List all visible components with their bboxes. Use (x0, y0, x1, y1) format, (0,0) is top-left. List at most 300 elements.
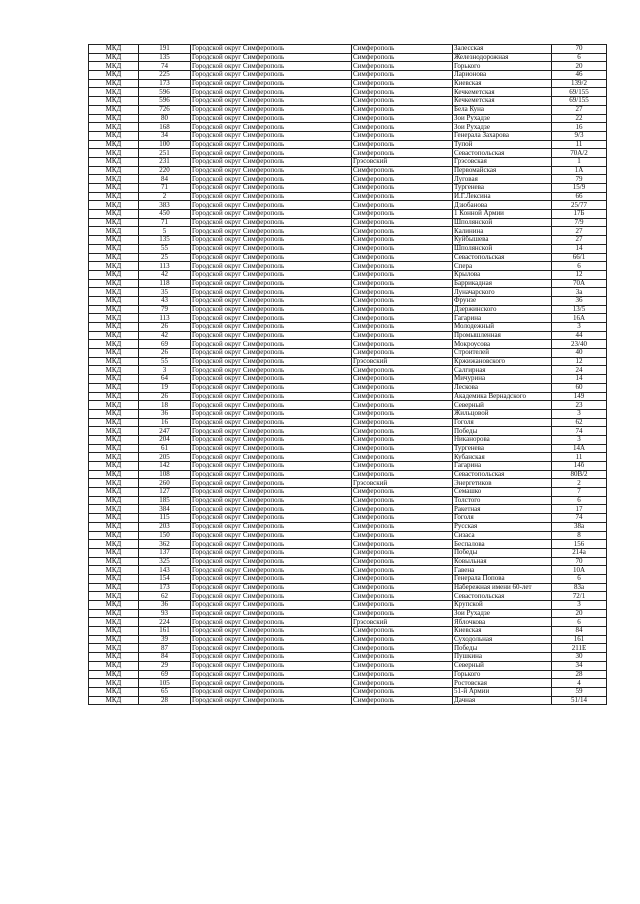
building-type-cell: МКД (89, 635, 139, 644)
settlement-cell: Симферополь (352, 409, 453, 418)
street-cell: 51-й Армии (453, 687, 552, 696)
street-cell: 1 Конной Армии (453, 210, 552, 219)
table-row (89, 661, 607, 670)
table-row (89, 679, 607, 688)
street-cell: Семашко (453, 488, 552, 497)
settlement-cell: Симферополь (352, 140, 453, 149)
house-number-cell: 46 (552, 71, 607, 80)
house-number-cell: 20 (552, 62, 607, 71)
record-number-cell: 3 (139, 366, 191, 375)
district-cell: Городской округ Симферополь (191, 392, 352, 401)
settlement-cell: Грэсовский (352, 479, 453, 488)
building-type-cell: МКД (89, 323, 139, 332)
record-number-cell: 69 (139, 340, 191, 349)
settlement-cell: Симферополь (352, 627, 453, 636)
building-type-cell: МКД (89, 366, 139, 375)
house-number-cell: 69/155 (552, 97, 607, 106)
street-cell: Победы (453, 548, 552, 557)
record-number-cell: 55 (139, 244, 191, 253)
building-type-cell: МКД (89, 375, 139, 384)
table-row (89, 157, 607, 166)
building-type-cell: МКД (89, 618, 139, 627)
record-number-cell: 173 (139, 583, 191, 592)
house-number-cell: 7 (552, 488, 607, 497)
table-row (89, 488, 607, 497)
building-type-cell: МКД (89, 409, 139, 418)
house-number-cell: 60 (552, 383, 607, 392)
district-cell: Городской округ Симферополь (191, 331, 352, 340)
settlement-cell: Симферополь (352, 670, 453, 679)
table-row (89, 375, 607, 384)
house-number-cell: 14А (552, 444, 607, 453)
building-type-cell: МКД (89, 279, 139, 288)
settlement-cell: Симферополь (352, 383, 453, 392)
table-row (89, 349, 607, 358)
district-cell: Городской округ Симферополь (191, 314, 352, 323)
settlement-cell: Симферополь (352, 496, 453, 505)
house-number-cell: 28 (552, 670, 607, 679)
record-number-cell: 36 (139, 409, 191, 418)
house-number-cell: 16 (552, 123, 607, 132)
settlement-cell: Грэсовский (352, 357, 453, 366)
record-number-cell: 42 (139, 270, 191, 279)
district-cell: Городской округ Симферополь (191, 687, 352, 696)
building-type-cell: МКД (89, 244, 139, 253)
street-cell: Лескова (453, 383, 552, 392)
district-cell: Городской округ Симферополь (191, 462, 352, 471)
building-type-cell: МКД (89, 79, 139, 88)
record-number-cell: 231 (139, 157, 191, 166)
house-number-cell: 22 (552, 114, 607, 123)
street-cell: Салгирная (453, 366, 552, 375)
record-number-cell: 26 (139, 392, 191, 401)
house-number-cell: 70 (552, 557, 607, 566)
house-number-cell: 80В/2 (552, 470, 607, 479)
record-number-cell: 113 (139, 314, 191, 323)
building-type-cell: МКД (89, 496, 139, 505)
settlement-cell: Симферополь (352, 653, 453, 662)
record-number-cell: 205 (139, 453, 191, 462)
house-number-cell: 66 (552, 192, 607, 201)
street-cell: Тупой (453, 140, 552, 149)
house-number-cell: 11 (552, 140, 607, 149)
street-cell: Суходольная (453, 635, 552, 644)
district-cell: Городской округ Симферополь (191, 236, 352, 245)
building-type-cell: МКД (89, 435, 139, 444)
table-row (89, 453, 607, 462)
street-cell: Киевская (453, 79, 552, 88)
district-cell: Городской округ Симферополь (191, 157, 352, 166)
district-cell: Городской округ Симферополь (191, 262, 352, 271)
table-row (89, 409, 607, 418)
settlement-cell: Симферополь (352, 288, 453, 297)
record-number-cell: 65 (139, 687, 191, 696)
settlement-cell: Симферополь (352, 462, 453, 471)
settlement-cell: Симферополь (352, 253, 453, 262)
street-cell: Энергетиков (453, 479, 552, 488)
district-cell: Городской округ Симферополь (191, 540, 352, 549)
record-number-cell: 596 (139, 97, 191, 106)
house-number-cell: 36 (552, 296, 607, 305)
table-row (89, 435, 607, 444)
record-number-cell: 251 (139, 149, 191, 158)
table-row (89, 644, 607, 653)
district-cell: Городской округ Симферополь (191, 435, 352, 444)
building-type-cell: МКД (89, 687, 139, 696)
building-type-cell: МКД (89, 123, 139, 132)
settlement-cell: Симферополь (352, 601, 453, 610)
building-type-cell: МКД (89, 262, 139, 271)
house-number-cell: 83а (552, 583, 607, 592)
street-cell: Пушкина (453, 653, 552, 662)
street-cell: Крылова (453, 270, 552, 279)
district-cell: Городской округ Симферополь (191, 696, 352, 705)
record-number-cell: 80 (139, 114, 191, 123)
street-cell: Строителей (453, 349, 552, 358)
street-cell: Горького (453, 670, 552, 679)
table-row (89, 609, 607, 618)
street-cell: Дзюбанова (453, 201, 552, 210)
district-cell: Городской округ Симферополь (191, 609, 352, 618)
table-row (89, 279, 607, 288)
table-row (89, 401, 607, 410)
record-number-cell: 62 (139, 592, 191, 601)
table-row (89, 366, 607, 375)
street-cell: Тургенева (453, 444, 552, 453)
district-cell: Городской округ Симферополь (191, 97, 352, 106)
building-type-cell: МКД (89, 540, 139, 549)
street-cell: Первомайская (453, 166, 552, 175)
street-cell: Севастопольская (453, 592, 552, 601)
table-row (89, 418, 607, 427)
table-row (89, 566, 607, 575)
street-cell: Шполянской (453, 244, 552, 253)
settlement-cell: Симферополь (352, 105, 453, 114)
building-type-cell: МКД (89, 444, 139, 453)
district-cell: Городской округ Симферополь (191, 305, 352, 314)
table-row (89, 227, 607, 236)
table-row (89, 166, 607, 175)
settlement-cell: Симферополь (352, 696, 453, 705)
record-number-cell: 79 (139, 305, 191, 314)
street-cell: Победы (453, 427, 552, 436)
street-cell: Севастопольская (453, 149, 552, 158)
district-cell: Городской округ Симферополь (191, 409, 352, 418)
settlement-cell: Грэсовский (352, 157, 453, 166)
settlement-cell: Симферополь (352, 184, 453, 193)
settlement-cell: Симферополь (352, 218, 453, 227)
district-cell: Городской округ Симферополь (191, 601, 352, 610)
settlement-cell: Симферополь (352, 114, 453, 123)
record-number-cell: 71 (139, 218, 191, 227)
district-cell: Городской округ Симферополь (191, 383, 352, 392)
district-cell: Городской округ Симферополь (191, 105, 352, 114)
house-number-cell: 3 (552, 409, 607, 418)
record-number-cell: 34 (139, 131, 191, 140)
table-row (89, 192, 607, 201)
street-cell: Кубанская (453, 453, 552, 462)
house-number-cell: 40 (552, 349, 607, 358)
record-number-cell: 127 (139, 488, 191, 497)
district-cell: Городской округ Симферополь (191, 218, 352, 227)
district-cell: Городской округ Симферополь (191, 340, 352, 349)
house-number-cell: 1А (552, 166, 607, 175)
building-type-cell: МКД (89, 270, 139, 279)
district-cell: Городской округ Симферополь (191, 184, 352, 193)
building-type-cell: МКД (89, 462, 139, 471)
record-number-cell: 135 (139, 236, 191, 245)
house-number-cell: 17Б (552, 210, 607, 219)
street-cell: Кечкеметская (453, 88, 552, 97)
table-row (89, 696, 607, 705)
house-number-cell: 51/14 (552, 696, 607, 705)
building-type-cell: МКД (89, 418, 139, 427)
house-number-cell: 7/9 (552, 218, 607, 227)
building-type-cell: МКД (89, 514, 139, 523)
settlement-cell: Симферополь (352, 687, 453, 696)
record-number-cell: 143 (139, 566, 191, 575)
settlement-cell: Симферополь (352, 375, 453, 384)
table-row (89, 583, 607, 592)
house-number-cell: 25/77 (552, 201, 607, 210)
district-cell: Городской округ Симферополь (191, 653, 352, 662)
district-cell: Городской округ Симферополь (191, 418, 352, 427)
settlement-cell: Симферополь (352, 401, 453, 410)
district-cell: Городской округ Симферополь (191, 583, 352, 592)
building-type-cell: МКД (89, 45, 139, 54)
house-number-cell: 12 (552, 357, 607, 366)
table-row (89, 331, 607, 340)
district-cell: Городской округ Симферополь (191, 548, 352, 557)
building-type-cell: МКД (89, 201, 139, 210)
settlement-cell: Симферополь (352, 444, 453, 453)
settlement-cell: Симферополь (352, 488, 453, 497)
house-number-cell: 27 (552, 227, 607, 236)
table-row (89, 592, 607, 601)
street-cell: Грэсовская (453, 157, 552, 166)
district-cell: Городской округ Симферополь (191, 253, 352, 262)
record-number-cell: 18 (139, 401, 191, 410)
record-number-cell: 100 (139, 140, 191, 149)
district-cell: Городской округ Симферополь (191, 670, 352, 679)
record-number-cell: 84 (139, 175, 191, 184)
settlement-cell: Симферополь (352, 522, 453, 531)
table-row (89, 470, 607, 479)
district-cell: Городской округ Симферополь (191, 279, 352, 288)
district-cell: Городской округ Симферополь (191, 488, 352, 497)
street-cell: Никанорова (453, 435, 552, 444)
district-cell: Городской округ Симферополь (191, 366, 352, 375)
settlement-cell: Симферополь (352, 71, 453, 80)
building-type-cell: МКД (89, 488, 139, 497)
street-cell: Фрунзе (453, 296, 552, 305)
record-number-cell: 150 (139, 531, 191, 540)
building-type-cell: МКД (89, 661, 139, 670)
house-number-cell: 156 (552, 540, 607, 549)
district-cell: Городской округ Симферополь (191, 123, 352, 132)
house-number-cell: 79 (552, 175, 607, 184)
district-cell: Городской округ Симферополь (191, 644, 352, 653)
street-cell: Северный (453, 661, 552, 670)
district-cell: Городской округ Симферополь (191, 166, 352, 175)
building-type-cell: МКД (89, 97, 139, 106)
settlement-cell: Симферополь (352, 262, 453, 271)
table-row (89, 557, 607, 566)
street-cell: Русская (453, 522, 552, 531)
district-cell: Городской округ Симферополь (191, 357, 352, 366)
district-cell: Городской округ Симферополь (191, 627, 352, 636)
settlement-cell: Симферополь (352, 418, 453, 427)
table-row (89, 236, 607, 245)
building-type-cell: МКД (89, 71, 139, 80)
building-type-cell: МКД (89, 253, 139, 262)
table-row (89, 427, 607, 436)
record-number-cell: 87 (139, 644, 191, 653)
record-number-cell: 55 (139, 357, 191, 366)
record-number-cell: 118 (139, 279, 191, 288)
district-cell: Городской округ Симферополь (191, 522, 352, 531)
house-number-cell: 211Е (552, 644, 607, 653)
settlement-cell: Симферополь (352, 53, 453, 62)
record-number-cell: 362 (139, 540, 191, 549)
settlement-cell: Симферополь (352, 88, 453, 97)
district-cell: Городской округ Симферополь (191, 323, 352, 332)
record-number-cell: 224 (139, 618, 191, 627)
district-cell: Городской округ Симферополь (191, 53, 352, 62)
settlement-cell: Симферополь (352, 227, 453, 236)
settlement-cell: Симферополь (352, 531, 453, 540)
settlement-cell: Симферополь (352, 244, 453, 253)
district-cell: Городской округ Симферополь (191, 427, 352, 436)
district-cell: Городской округ Симферополь (191, 453, 352, 462)
table-row (89, 218, 607, 227)
settlement-cell: Симферополь (352, 392, 453, 401)
building-type-cell: МКД (89, 166, 139, 175)
house-number-cell: 149 (552, 392, 607, 401)
district-cell: Городской округ Симферополь (191, 296, 352, 305)
record-number-cell: 74 (139, 62, 191, 71)
record-number-cell: 220 (139, 166, 191, 175)
building-type-cell: МКД (89, 314, 139, 323)
street-cell: Кечкеметская (453, 97, 552, 106)
table-row (89, 305, 607, 314)
building-type-cell: МКД (89, 653, 139, 662)
record-number-cell: 185 (139, 496, 191, 505)
table-row (89, 244, 607, 253)
house-number-cell: 23 (552, 401, 607, 410)
building-type-cell: МКД (89, 566, 139, 575)
record-number-cell: 113 (139, 262, 191, 271)
table-row (89, 340, 607, 349)
district-cell: Городской округ Симферополь (191, 210, 352, 219)
house-number-cell: 74 (552, 514, 607, 523)
street-cell: Зои Рухадзе (453, 609, 552, 618)
settlement-cell: Грэсовский (352, 618, 453, 627)
settlement-cell: Симферополь (352, 305, 453, 314)
street-cell: Гагарина (453, 314, 552, 323)
building-type-cell: МКД (89, 296, 139, 305)
record-number-cell: 25 (139, 253, 191, 262)
street-cell: Молодежный (453, 323, 552, 332)
record-number-cell: 69 (139, 670, 191, 679)
record-number-cell: 596 (139, 88, 191, 97)
building-type-cell: МКД (89, 601, 139, 610)
street-cell: Академика Вернадского (453, 392, 552, 401)
table-row (89, 288, 607, 297)
street-cell: Баррикадная (453, 279, 552, 288)
house-number-cell: 70А (552, 279, 607, 288)
table-row (89, 505, 607, 514)
house-number-cell: 16А (552, 314, 607, 323)
district-cell: Городской округ Симферополь (191, 592, 352, 601)
district-cell: Городской округ Симферополь (191, 270, 352, 279)
building-type-cell: МКД (89, 531, 139, 540)
record-number-cell: 168 (139, 123, 191, 132)
record-number-cell: 35 (139, 288, 191, 297)
building-type-cell: МКД (89, 131, 139, 140)
street-cell: Зои Рухадзе (453, 114, 552, 123)
house-number-cell: 27 (552, 105, 607, 114)
district-cell: Городской округ Симферополь (191, 514, 352, 523)
table-row (89, 392, 607, 401)
settlement-cell: Симферополь (352, 609, 453, 618)
street-cell: Толстого (453, 496, 552, 505)
table-row (89, 175, 607, 184)
house-number-cell: 12 (552, 270, 607, 279)
street-cell: Спера (453, 262, 552, 271)
street-cell: Луначарского (453, 288, 552, 297)
district-cell: Городской округ Симферополь (191, 244, 352, 253)
district-cell: Городской округ Симферополь (191, 618, 352, 627)
settlement-cell: Симферополь (352, 79, 453, 88)
district-cell: Городской округ Симферополь (191, 201, 352, 210)
record-number-cell: 28 (139, 696, 191, 705)
building-type-cell: МКД (89, 349, 139, 358)
settlement-cell: Симферополь (352, 349, 453, 358)
table-row (89, 574, 607, 583)
table-row (89, 270, 607, 279)
house-number-cell: 2 (552, 479, 607, 488)
building-type-cell: МКД (89, 192, 139, 201)
record-number-cell: 26 (139, 349, 191, 358)
house-number-cell: 14 (552, 244, 607, 253)
record-number-cell: 204 (139, 435, 191, 444)
record-number-cell: 142 (139, 462, 191, 471)
table-row (89, 131, 607, 140)
table-row (89, 601, 607, 610)
record-number-cell: 43 (139, 296, 191, 305)
settlement-cell: Симферополь (352, 514, 453, 523)
table-row (89, 149, 607, 158)
building-type-cell: МКД (89, 627, 139, 636)
street-cell: Кржижановского (453, 357, 552, 366)
settlement-cell: Симферополь (352, 557, 453, 566)
building-type-cell: МКД (89, 357, 139, 366)
settlement-cell: Симферополь (352, 166, 453, 175)
house-number-cell: 161 (552, 635, 607, 644)
record-number-cell: 325 (139, 557, 191, 566)
building-type-cell: МКД (89, 88, 139, 97)
building-type-cell: МКД (89, 331, 139, 340)
street-cell: Ростовская (453, 679, 552, 688)
table-row (89, 653, 607, 662)
district-cell: Городской округ Симферополь (191, 349, 352, 358)
record-number-cell: 225 (139, 71, 191, 80)
street-cell: Севастопольская (453, 253, 552, 262)
building-type-cell: МКД (89, 140, 139, 149)
street-cell: Залесская (453, 45, 552, 54)
settlement-cell: Симферополь (352, 644, 453, 653)
